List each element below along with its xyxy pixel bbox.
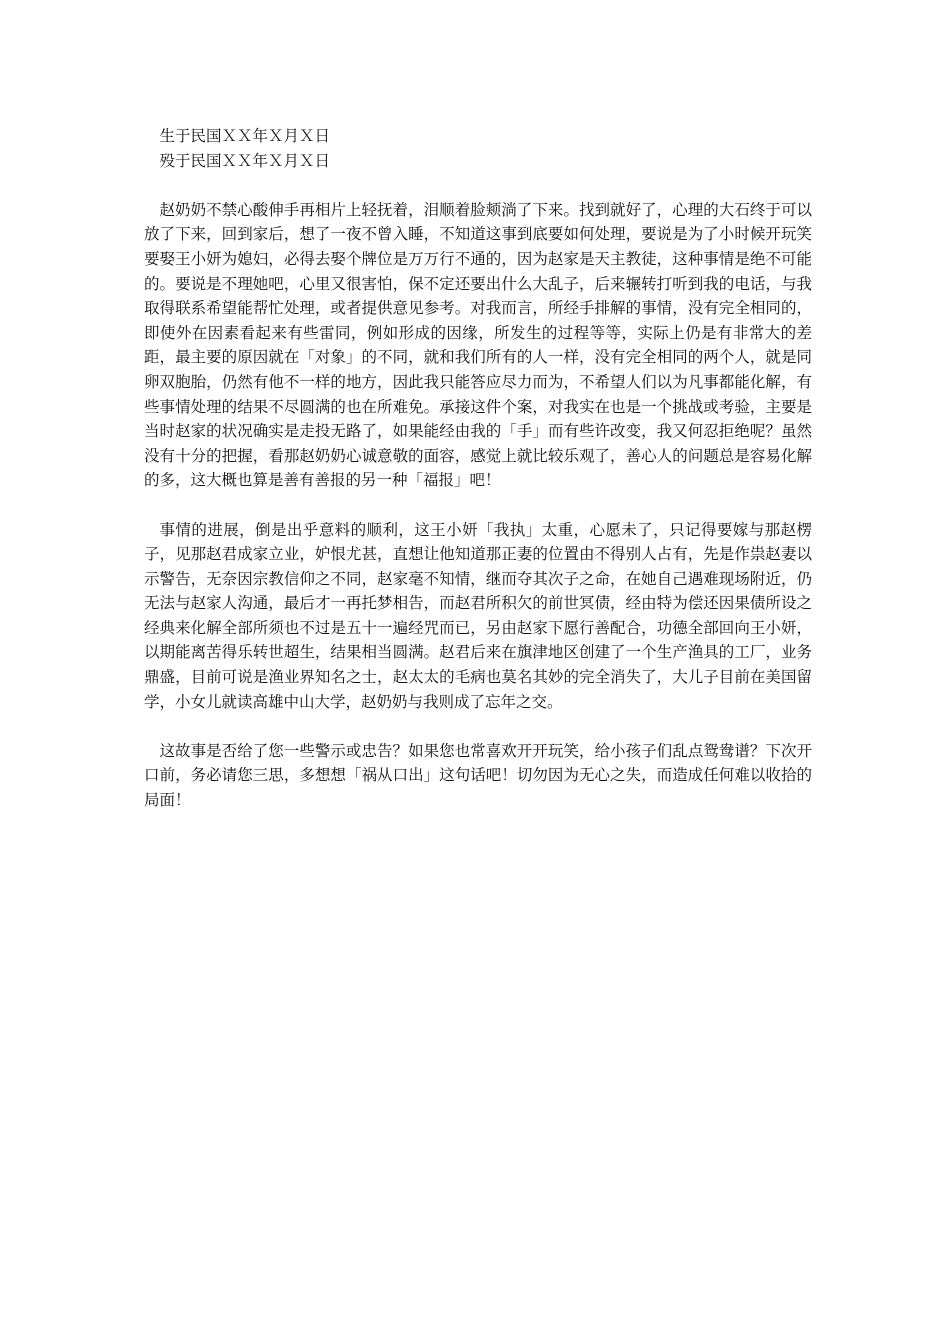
paragraph-1: 赵奶奶不禁心酸伸手再相片上轻抚着，泪顺着脸颊淌了下来。找到就好了，心理的大石终于可以放了下来，回到家后，想了一夜不曾入睡，不知道这事到底要如何处理，要说是为了小时候开玩笑要娶王小妍为媳妇，必得去娶个牌位是万万行不通的，因为赵家是天主教徒，这种事情是绝不可能的。要说是不理她吧，心里又很害怕，保不定还要出什么大乱子，后来辗转打听到我的电话，与我取得联系希望能帮忙处理，或者提供意见参考。对我而言，所经手排解的事情，没有完全相同的，即使外在因素看起来有些雷同，例如形成的因缘，所发生的过程等等，实际上仍是有非常大的差距，最主要的原因就在「对象」的不同，就和我们所有的人一样，没有完全相同的两个人，就是同卵双胞胎，仍然有他不一样的地方，因此我只能答应尽力而为，不希望人们以为凡事都能化解，有些事情处理的结果不尽圆满的也在所难免。承接这件个案，对我实在也是一个挑战或考验，主要是当时赵家的状况确实是走投无路了，如果能经由我的「手」而有些许改变，我又何忍拒绝呢？虽然没有十分的把握，看那赵奶奶心诚意敬的面容，感觉上就比较乐观了，善心人的问题总是容易化解的多，这大概也算是善有善报的另一种「福报」吧！ (144, 200, 812, 490)
paragraph-3: 这故事是否给了您一些警示或忠告？如果您也常喜欢开开玩笑，给小孩子们乱点鸳鸯谱？下次开口前，务必请您三思，多想想「祸从口出」这句话吧！切勿因为无心之失，而造成任何难以收拾的局面！ (144, 741, 812, 810)
paragraph-2: 事情的进展，倒是出乎意料的顺利，这王小妍「我执」太重，心愿未了，只记得要嫁与那赵楞子，见那赵君成家立业，妒恨尤甚，直想让他知道那正妻的位置由不得别人占有，先是作祟赵妻以示警告，无奈因宗教信仰之不同，赵家毫不知情，继而夺其次子之命，在她自己遇难现场附近，仍无法与赵家人沟通，最后才一再托梦相告，而赵君所积欠的前世冥债，经由特为偿还因果债所设之经典来化解全部所须也不过是五十一遍经咒而已，另由赵家下愿行善配合，功德全部回向王小妍，以期能离苦得乐转世超生，结果相当圆满。赵君后来在旗津地区创建了一个生产渔具的工厂，业务鼎盛，目前可说是渔业界知名之士，赵太太的毛病也莫名其妙的完全消失了，大儿子目前在美国留学，小女儿就读高雄中山大学，赵奶奶与我则成了忘年之交。 (144, 520, 812, 711)
death-date-line: 殁于民国ＸＸ年Ｘ月Ｘ日 (159, 151, 331, 170)
document-body (144, 124, 812, 813)
birth-date-line: 生于民国ＸＸ年Ｘ月Ｘ日 (159, 127, 331, 145)
